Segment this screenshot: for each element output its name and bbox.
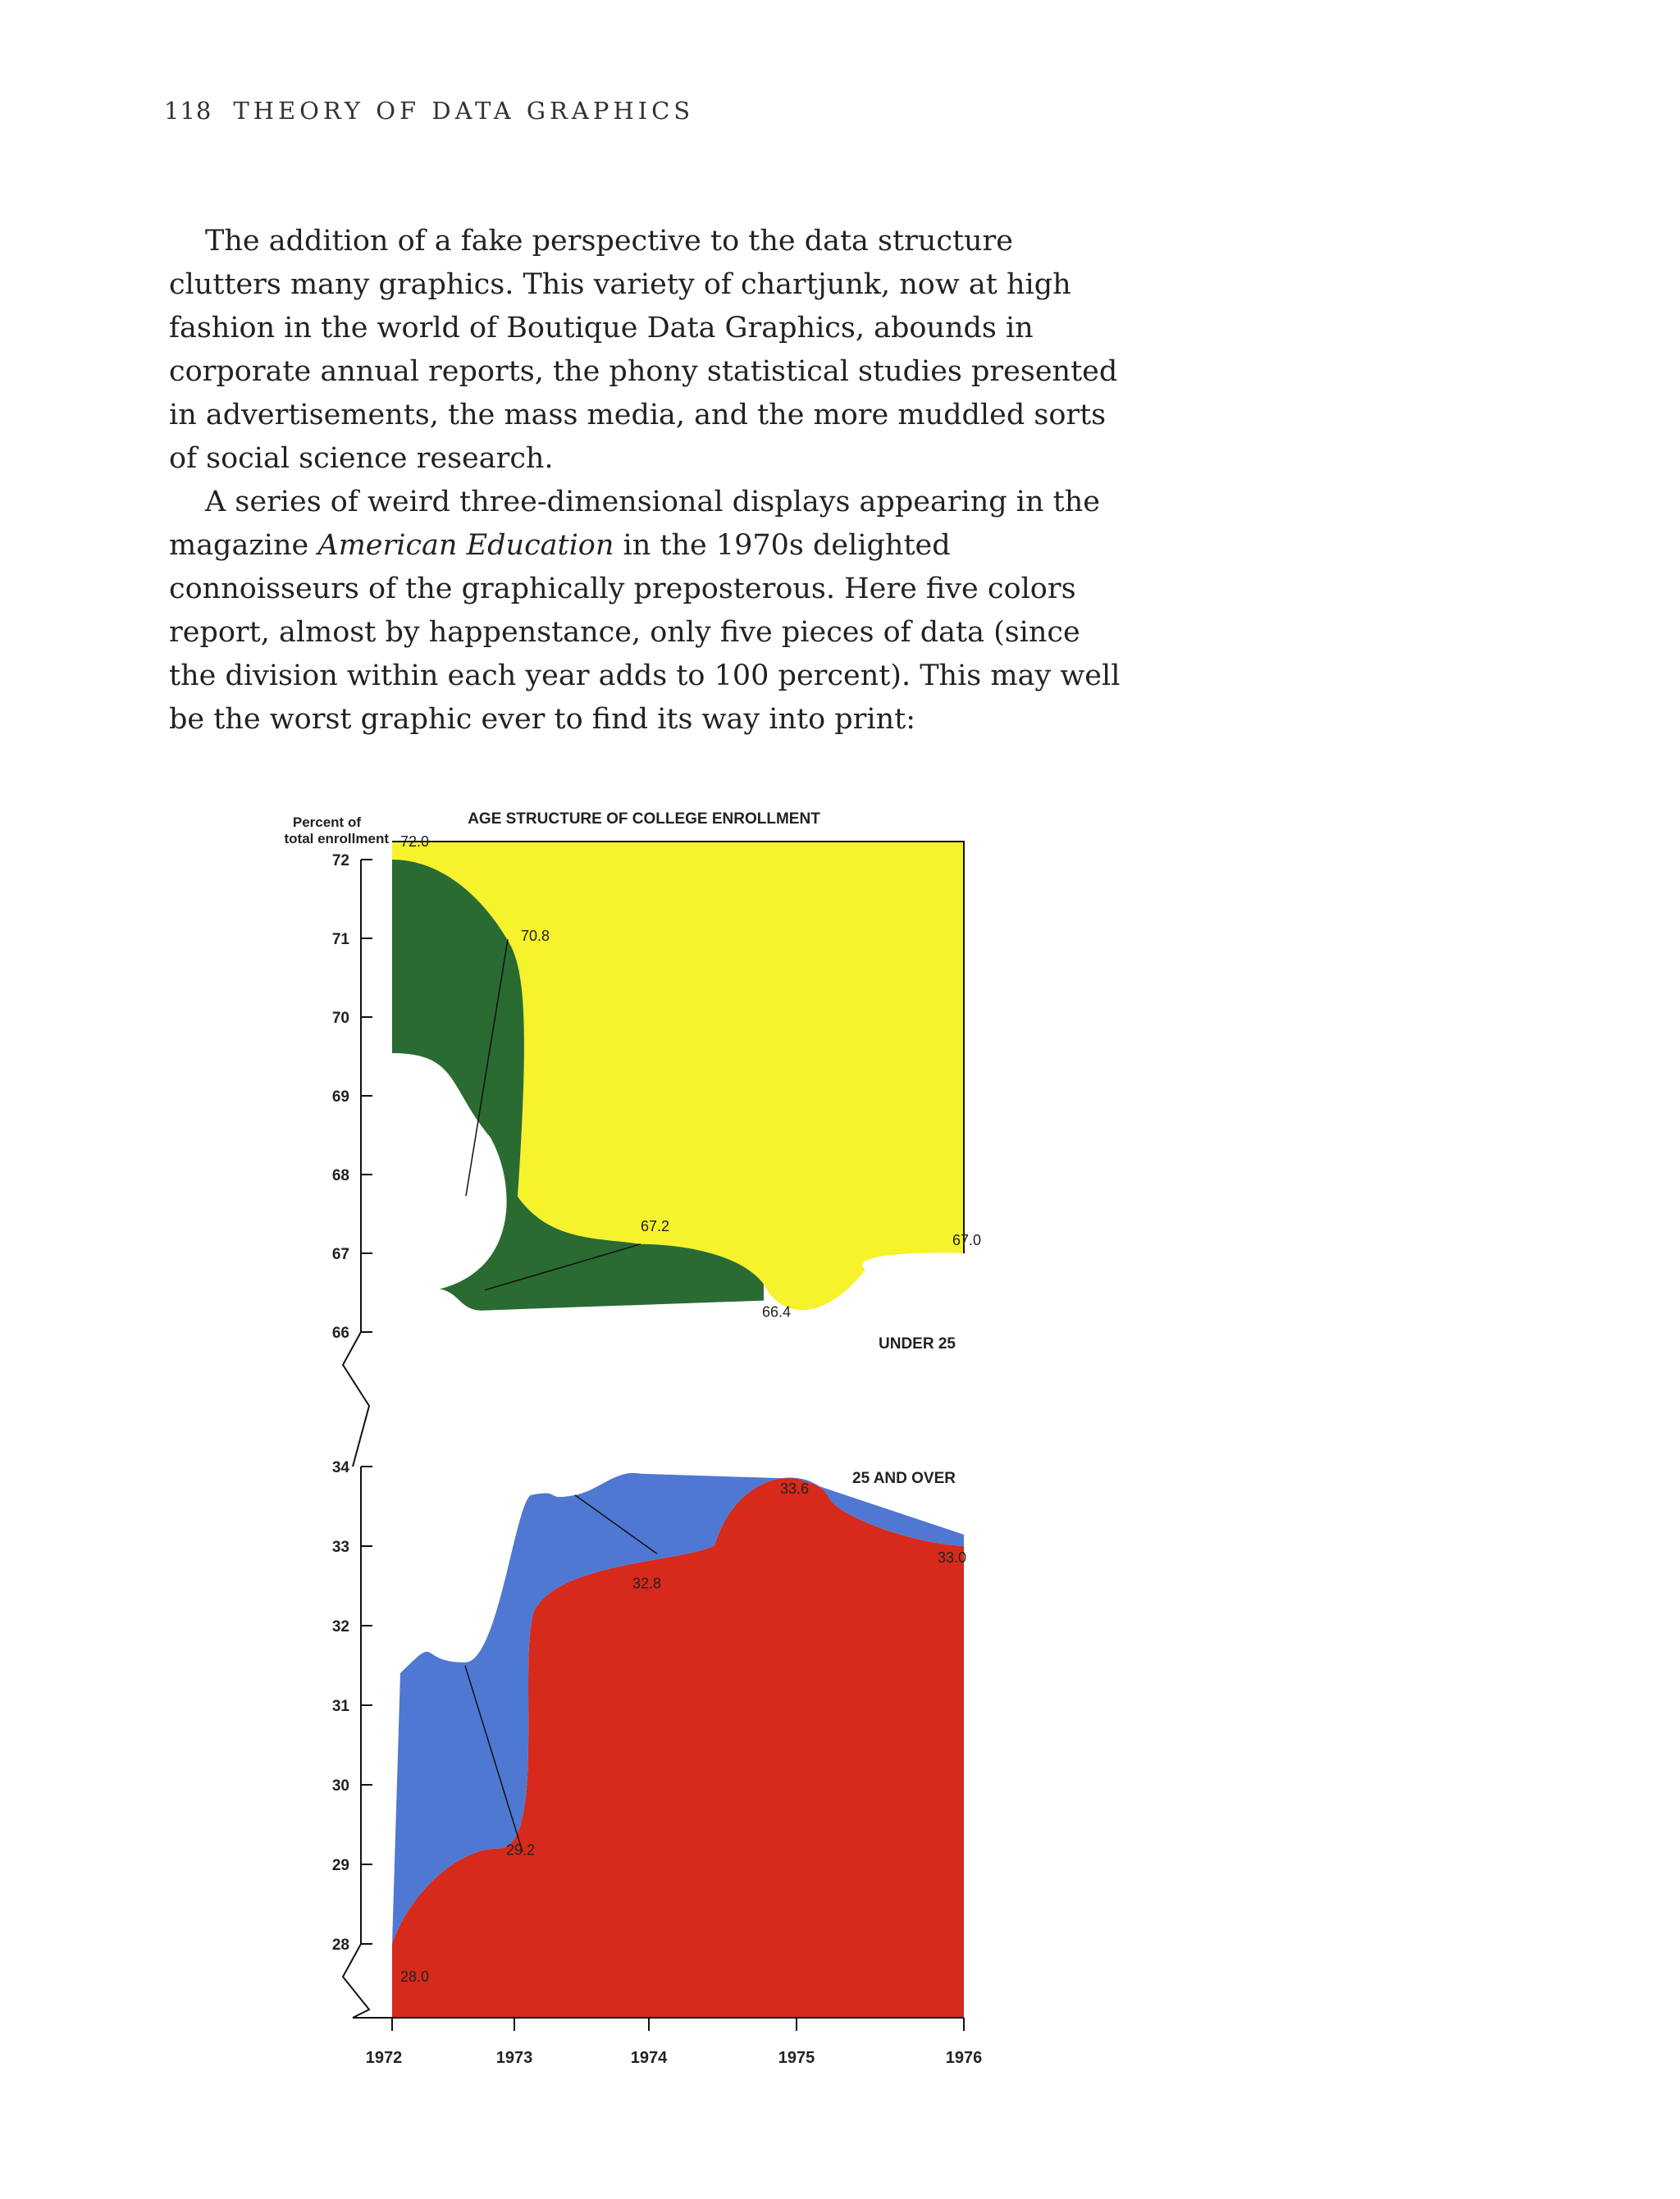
y-tick-label: 70 [331,1010,349,1027]
y-tick-label: 66 [331,1325,349,1342]
under25-value-label: 72.0 [400,833,430,850]
y-tick-label: 34 [331,1459,349,1476]
y-axis-label-line2: total enrollment [284,831,389,846]
y-tick-label: 32 [331,1618,349,1636]
paragraph-2 [169,481,1121,741]
y-tick-label: 71 [331,931,349,948]
paragraph-1 [169,220,1121,481]
chart-title: AGE STRUCTURE OF COLLEGE ENROLLMENT [468,810,820,828]
page-number: 118 [164,97,212,125]
over25-value-label: 32.8 [632,1575,662,1592]
y-axis-label-line1: Percent of [292,814,361,830]
under25-value-label: 67.0 [952,1232,982,1248]
text-run: A series of weird three-dimensional displays appearing in the magazine [169,486,1100,562]
y-tick-label: 31 [331,1698,349,1715]
x-tick-label: 1976 [945,2049,983,2067]
x-tick-label: 1974 [630,2049,668,2067]
italic-title: American Education [317,529,614,562]
running-head [164,97,694,125]
running-head-title: THEORY OF DATA GRAPHICS [233,97,695,125]
y-tick-label: 29 [331,1857,349,1874]
y-tick-label: 33 [331,1539,349,1556]
y-tick-label: 30 [331,1777,349,1795]
y-tick-label: 68 [331,1167,349,1184]
over25-value-label: 28.0 [400,1969,430,1985]
age-structure-chart [271,804,1050,2133]
body-text [169,220,1121,741]
legend-25-and-over: 25 AND OVER [852,1470,956,1487]
y-tick-label: 69 [331,1088,349,1106]
y-tick-label: 67 [331,1246,349,1263]
under25-value-label: 66.4 [762,1303,792,1321]
text-run: The addition of a fake perspective to the data structure clutters many graphics. This variety of chartjunk, now at high fashion in the world of Boutique Data Graphics, abounds in corporate annual reports, the phony statistical studies presented in advertisements, the mass media, and the more muddled sorts of social science research. [169,225,1118,475]
axis-break [343,1332,369,1467]
under25-value-label: 70.8 [521,928,550,945]
under25-value-label: 67.2 [641,1217,670,1234]
x-tick-label: 1973 [495,2049,533,2067]
legend-under-25: UNDER 25 [879,1335,956,1353]
x-tick-label: 1975 [778,2049,815,2067]
text-run: in the 1970s delighted connoisseurs of the graphically preposterous. Here five colors report, almost by happenstance, only five pieces of data (since the division within each year adds to 100 percent). This may well be the worst graphic ever to find its way into print: [169,529,1121,736]
axis-break [343,1944,369,2018]
over25-value-label: 33.0 [938,1549,967,1566]
over25-value-label: 33.6 [780,1480,810,1497]
x-tick-label: 1972 [365,2049,403,2067]
y-tick-label: 72 [331,852,349,869]
over25-value-label: 29.2 [506,1841,536,1859]
y-tick-label: 28 [331,1937,349,1954]
